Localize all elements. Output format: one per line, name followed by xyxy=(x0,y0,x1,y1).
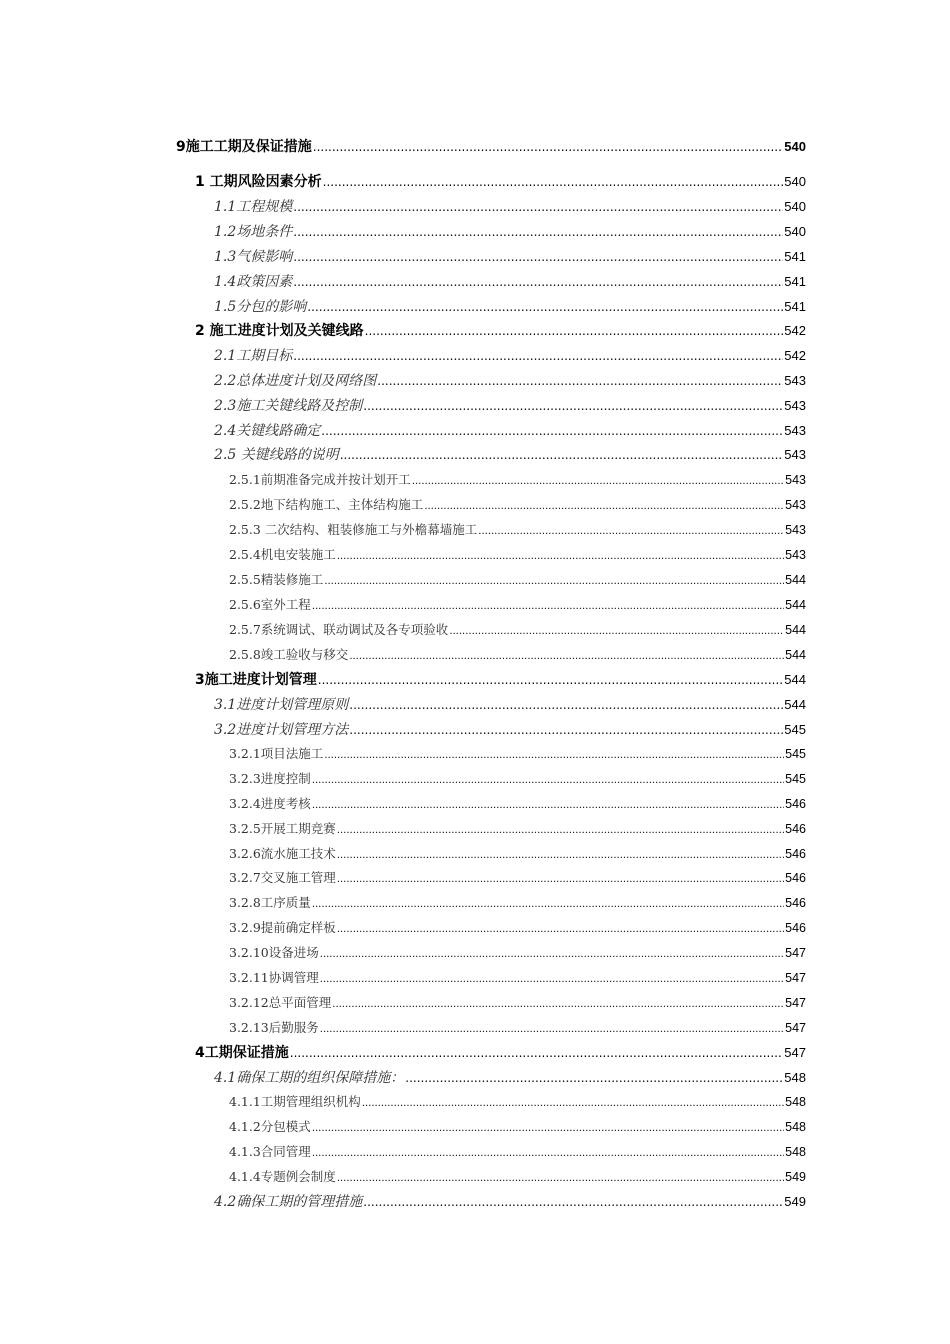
toc-title: 4.1.4专题例会制度 xyxy=(229,1169,336,1184)
toc-leader xyxy=(478,526,784,537)
toc-entry[interactable] xyxy=(229,968,806,986)
toc-entry[interactable] xyxy=(195,320,806,340)
toc-entry[interactable] xyxy=(229,1142,806,1160)
toc-page: 544 xyxy=(785,648,806,662)
toc-page: 546 xyxy=(785,822,806,836)
toc-entry[interactable] xyxy=(214,420,806,440)
toc-leader xyxy=(337,924,784,935)
toc-leader xyxy=(320,974,784,985)
toc-entry[interactable] xyxy=(214,694,806,714)
toc-page: 546 xyxy=(785,797,806,811)
toc-page: 546 xyxy=(785,847,806,861)
toc-title: 3.2.4进度考核 xyxy=(229,796,311,811)
toc-entry[interactable] xyxy=(229,769,806,787)
toc-title: 2.5.6室外工程 xyxy=(229,597,311,612)
toc-leader xyxy=(307,300,783,314)
toc-leader xyxy=(332,999,784,1010)
toc-entry[interactable] xyxy=(229,893,806,911)
toc-title: 4.1.1工期管理组织机构 xyxy=(229,1094,361,1109)
toc-title: 3.1进度计划管理原则 xyxy=(214,697,349,713)
toc-title: 3.2.12总平面管理 xyxy=(229,995,332,1010)
toc-page: 541 xyxy=(784,299,806,314)
toc-page: 543 xyxy=(784,423,806,438)
toc-leader xyxy=(363,1195,783,1209)
toc-page: 549 xyxy=(785,1170,806,1184)
toc-title: 9施工工期及保证措施 xyxy=(176,139,312,155)
toc-title: 3.2.1项目法施工 xyxy=(229,746,324,761)
toc-entry[interactable] xyxy=(195,669,806,689)
toc-leader xyxy=(313,140,784,154)
toc-entry[interactable] xyxy=(229,844,806,862)
toc-page: 544 xyxy=(784,697,806,712)
toc-leader xyxy=(337,1173,784,1184)
toc-title: 1.3气候影响 xyxy=(214,249,293,265)
toc-entry[interactable] xyxy=(214,345,806,365)
toc-entry[interactable] xyxy=(229,868,806,886)
toc-leader xyxy=(363,399,783,413)
toc-leader xyxy=(321,424,783,438)
toc-entry[interactable] xyxy=(229,744,806,762)
toc-title: 2.5.8竣工验收与移交 xyxy=(229,647,349,662)
toc-page: 542 xyxy=(784,348,806,363)
toc-title: 1.4政策因素 xyxy=(214,274,293,290)
toc-leader xyxy=(293,349,783,363)
toc-title: 3施工进度计划管理 xyxy=(195,672,317,688)
toc-entry[interactable] xyxy=(195,171,806,191)
toc-page: 547 xyxy=(785,971,806,985)
toc-title: 3.2.6流水施工技术 xyxy=(229,846,336,861)
toc-title: 3.2.9提前确定样板 xyxy=(229,920,336,935)
toc-leader xyxy=(377,374,783,388)
toc-page: 541 xyxy=(784,249,806,264)
toc-page: 544 xyxy=(785,623,806,637)
toc-page: 544 xyxy=(785,598,806,612)
toc-entry[interactable] xyxy=(229,520,806,538)
toc-title: 1.5分包的影响 xyxy=(214,299,307,315)
toc-page: 543 xyxy=(784,373,806,388)
toc-entry[interactable] xyxy=(229,495,806,513)
toc-leader xyxy=(312,899,784,910)
toc-entry[interactable] xyxy=(229,918,806,936)
toc-title: 3.2进度计划管理方法 xyxy=(214,722,349,738)
toc-page: 540 xyxy=(784,174,806,189)
toc-entry[interactable] xyxy=(214,296,806,316)
toc-page: 546 xyxy=(785,871,806,885)
toc-page: 543 xyxy=(785,548,806,562)
toc-title: 4.2确保工期的管理措施 xyxy=(214,1194,363,1210)
toc-leader xyxy=(320,1024,784,1035)
toc-leader xyxy=(337,850,784,861)
toc-title: 2.1工期目标 xyxy=(214,348,293,364)
toc-page: 546 xyxy=(785,921,806,935)
toc-title: 2 施工进度计划及关键线路 xyxy=(195,323,364,339)
toc-title: 2.5.5精装修施工 xyxy=(229,572,324,587)
toc-title: 3.2.11协调管理 xyxy=(229,970,319,985)
toc-leader xyxy=(324,576,784,587)
toc-page: 545 xyxy=(784,722,806,737)
toc-title: 3.2.5开展工期竞赛 xyxy=(229,821,336,836)
toc-page: 547 xyxy=(785,946,806,960)
toc-page: 546 xyxy=(785,896,806,910)
toc-entry[interactable] xyxy=(229,943,806,961)
toc-title: 2.5.7系统调试、联动调试及各专项验收 xyxy=(229,622,449,637)
toc-title: 3.2.10设备进场 xyxy=(229,945,319,960)
toc-title: 3.2.3进度控制 xyxy=(229,771,311,786)
toc-page: 547 xyxy=(785,1021,806,1035)
toc-page: 543 xyxy=(785,473,806,487)
toc-leader xyxy=(320,949,784,960)
toc-title: 4.1.3合同管理 xyxy=(229,1144,311,1159)
toc-leader xyxy=(323,175,784,189)
toc-title: 3.2.13后勤服务 xyxy=(229,1020,319,1035)
toc-title: 2.5.1前期准备完成并按计划开工 xyxy=(229,472,411,487)
toc-title: 2.2总体进度计划及网络图 xyxy=(214,373,377,389)
toc-page: 548 xyxy=(784,1070,806,1085)
toc-entry[interactable] xyxy=(176,136,806,156)
toc-leader xyxy=(293,225,783,239)
toc-entry[interactable] xyxy=(214,444,806,464)
toc-page: 548 xyxy=(785,1120,806,1134)
toc-leader xyxy=(449,626,784,637)
toc-leader xyxy=(349,698,783,712)
toc-leader xyxy=(365,324,784,338)
toc-page: 549 xyxy=(784,1194,806,1209)
toc-leader xyxy=(312,601,784,612)
toc-leader xyxy=(337,551,784,562)
toc-entry[interactable] xyxy=(229,794,806,812)
toc-leader xyxy=(312,1123,784,1134)
toc-entry[interactable] xyxy=(229,1018,806,1036)
toc-page: 545 xyxy=(785,772,806,786)
toc-title: 2.4关键线路确定 xyxy=(214,423,321,439)
toc-title: 2.5.2地下结构施工、主体结构施工 xyxy=(229,497,424,512)
toc-entry[interactable] xyxy=(214,1191,806,1211)
toc-entry[interactable] xyxy=(214,221,806,241)
toc-entry[interactable] xyxy=(229,570,806,588)
toc-title: 1.2场地条件 xyxy=(214,224,293,240)
toc-leader xyxy=(312,1148,784,1159)
toc-leader xyxy=(362,1098,784,1109)
toc-leader xyxy=(405,1071,783,1085)
toc-page: 548 xyxy=(785,1145,806,1159)
toc-leader xyxy=(318,673,784,687)
toc-page: 541 xyxy=(784,274,806,289)
toc-page: 544 xyxy=(784,672,806,687)
toc-entry[interactable] xyxy=(214,246,806,266)
toc-entry[interactable] xyxy=(214,370,806,390)
toc-entry[interactable] xyxy=(229,595,806,613)
toc-leader xyxy=(290,1046,784,1060)
toc-entry[interactable] xyxy=(229,470,806,488)
toc-leader xyxy=(349,723,783,737)
toc-entry[interactable] xyxy=(214,395,806,415)
toc-leader xyxy=(312,775,784,786)
toc-leader xyxy=(424,501,784,512)
toc-title: 2.5 关键线路的说明 xyxy=(214,447,339,463)
toc-title: 2.5.4机电安装施工 xyxy=(229,547,336,562)
toc-page: 543 xyxy=(785,498,806,512)
toc-title: 2.5.3 二次结构、粗装修施工与外檐幕墙施工 xyxy=(229,522,478,537)
toc-page: 547 xyxy=(784,1045,806,1060)
toc-entry[interactable] xyxy=(229,620,806,638)
toc-title: 4.1.2分包模式 xyxy=(229,1119,311,1134)
toc-entry[interactable] xyxy=(195,1042,806,1062)
toc-entry[interactable] xyxy=(229,819,806,837)
toc-leader xyxy=(337,874,784,885)
toc-entry[interactable] xyxy=(229,1092,806,1110)
toc-leader xyxy=(324,750,784,761)
toc-leader xyxy=(293,250,783,264)
toc-entry[interactable] xyxy=(229,545,806,563)
toc-page: 540 xyxy=(784,224,806,239)
toc-entry[interactable] xyxy=(214,719,806,739)
toc-leader xyxy=(293,275,783,289)
toc-leader xyxy=(412,476,784,487)
toc-entry[interactable] xyxy=(214,271,806,291)
toc-leader xyxy=(340,448,784,462)
toc-page: 544 xyxy=(785,573,806,587)
toc-page: 545 xyxy=(785,747,806,761)
toc-entry[interactable] xyxy=(214,1067,806,1087)
toc-entry[interactable] xyxy=(214,196,806,216)
toc-entry[interactable] xyxy=(229,645,806,663)
toc-page: 540 xyxy=(784,199,806,214)
toc-page: 548 xyxy=(785,1095,806,1109)
toc-page: 543 xyxy=(784,447,806,462)
toc-title: 1 工期风险因素分析 xyxy=(195,174,322,190)
toc-leader xyxy=(293,200,783,214)
toc-page: 540 xyxy=(784,139,806,154)
toc-page: 547 xyxy=(785,996,806,1010)
toc-entry[interactable] xyxy=(229,1167,806,1185)
toc-title: 4工期保证措施 xyxy=(195,1045,289,1061)
toc-title: 1.1工程规模 xyxy=(214,199,293,215)
toc-page: 543 xyxy=(785,523,806,537)
toc-title: 2.3施工关键线路及控制 xyxy=(214,398,363,414)
toc-title: 3.2.8工序质量 xyxy=(229,895,311,910)
toc-page: 543 xyxy=(784,398,806,413)
toc-leader xyxy=(337,825,784,836)
toc-page: 542 xyxy=(784,323,806,338)
toc-title: 4.1确保工期的组织保障措施： xyxy=(214,1070,405,1086)
toc-entry[interactable] xyxy=(229,1117,806,1135)
toc-leader xyxy=(349,651,784,662)
toc-leader xyxy=(312,800,784,811)
toc-entry[interactable] xyxy=(229,993,806,1011)
toc-title: 3.2.7交叉施工管理 xyxy=(229,870,336,885)
